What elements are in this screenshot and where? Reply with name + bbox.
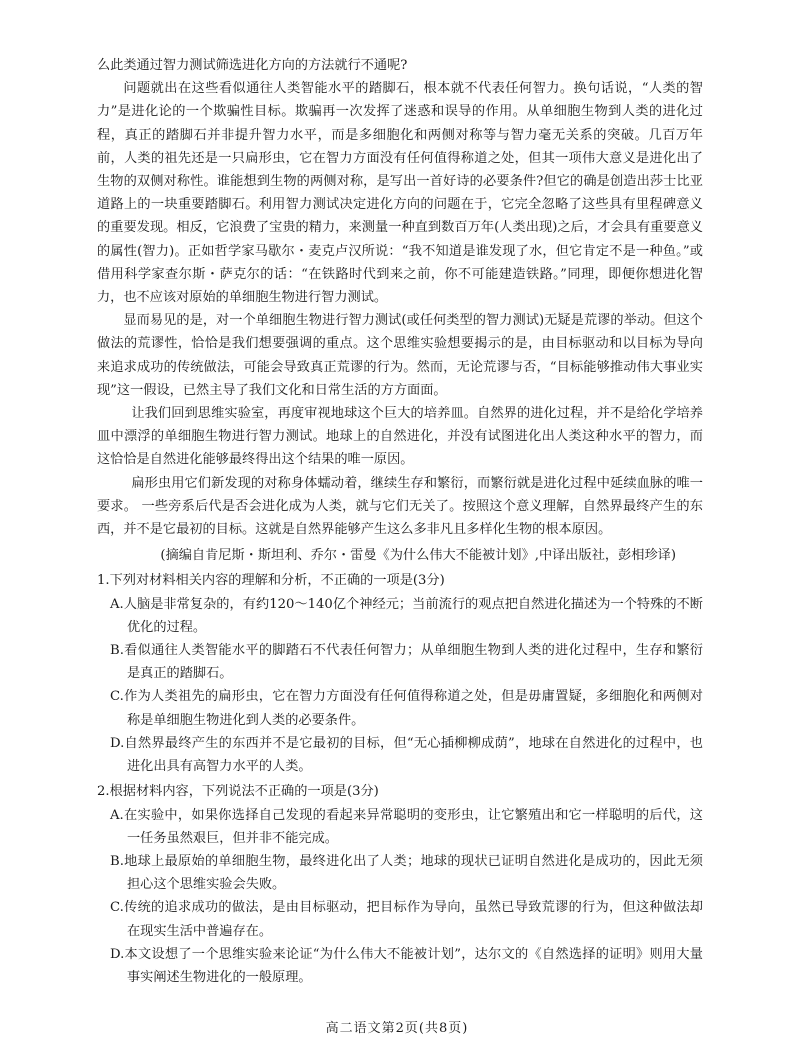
question-2-option-b: B.地球上最原始的单细胞生物，最终进化出了人类；地球的现状已证明自然进化是成功的，因此无须担心这个思维实验会失败。 bbox=[110, 853, 703, 893]
question-1-stem: 1.下列对材料相关内容的理解和分析，不正确的一项是(3分) bbox=[97, 573, 445, 589]
question-1-option-b: B.看似通往人类智能水平的脚踏石不代表任何智力；从单细胞生物到人类的进化过程中，生存和繁衍是真正的踏脚石。 bbox=[110, 643, 703, 682]
article-paragraph-3: 显而易见的是，对一个单细胞生物进行智力测试(或任何类型的智力测试)无疑是荒谬的举动。但这个做法的荒谬性，恰恰是我们想要强调的重点。这个思维实验想要揭示的是，由目标驱动和以目标为导向来追求成功的传统做法，可能会导致真正荒谬的行为。然而，无论荒谬与否，“目标能够推动伟大事业实现”这一假设，已然主导了我们文化和日常生活的方方面面。 bbox=[97, 313, 703, 398]
article-source-citation: (摘编自肯尼斯・斯坦利、乔尔・雷曼《为什么伟大不能被计划》,中译出版社，彭相珍译) bbox=[160, 548, 676, 564]
question-2-option-a: A.在实验中，如果你选择自己发现的看起来异常聪明的变形虫，让它繁殖出和它一样聪明的后代，这一任务虽然艰巨，但并非不能完成。 bbox=[110, 807, 703, 846]
article-paragraph-4: 让我们回到思维实验室，再度审视地球这个巨大的培养皿。自然界的进化过程，并不是给化学培养皿中漂浮的单细胞生物进行智力测试。地球上的自然进化，并没有试图进化出人类这种水平的智力，而这恰恰是自然进化能够最终得出这个结果的唯一原因。 bbox=[97, 406, 703, 468]
question-1-option-d: D.自然界最终产生的东西并不是它最初的目标，但“无心插柳柳成荫”，地球在自然进化的过程中，也进化出具有高智力水平的人类。 bbox=[110, 735, 703, 775]
article-paragraph-2: 问题就出在这些看似通往人类智能水平的踏脚石，根本就不代表任何智力。换句话说，“人类的智力”是进化论的一个欺骗性目标。欺骗再一次发挥了迷惑和误导的作用。从单细胞生物到人类的进化过程，真正的踏脚石并非提升智力水平，而是多细胞化和两侧对称等与智力毫无关系的突破。几百万年前，人类的祖先还是一只扁形虫，它在智力方面没有任何值得称道之处，但其一项伟大意义是进化出了生物的双侧对称性。谁能想到生物的两侧对称，是写出一首好诗的必要条件?但它的确是创造出莎士比亚道路上的一块重要踏脚石。利用智力测试决定进化方向的问题在于，它完全忽略了这些具有里程碑意义的重要发现。相反，它浪费了宝贵的精力，来测量一种直到数百万年(人类出现)之后，才会具有重要意义的属性(智力)。正如哲学家马歇尔・麦克卢汉所说：“我不知道是谁发现了水，但它肯定不是一种鱼。”或借用科学家查尔斯・萨克尔的话：“在铁路时代到来之前，你不可能建造铁路。”同理，即便你想进化智力，也不应该对原始的单细胞生物进行智力测试。 bbox=[97, 81, 703, 306]
question-2-option-d: D.本文设想了一个思维实验来论证“为什么伟大不能被计划”，达尔文的《自然选择的证明》则用大量事实阐述生物进化的一般原理。 bbox=[110, 946, 703, 985]
question-1-option-a: A.人脑是非常复杂的，有约120～140亿个神经元；当前流行的观点把自然进化描述为一个特殊的不断优化的过程。 bbox=[110, 596, 703, 635]
exam-page-body bbox=[97, 54, 703, 989]
article-paragraph-1: 么此类通过智力测试筛选进化方向的方法就行不通呢? bbox=[97, 58, 408, 73]
page-footer: 高二语文第2页(共8页) bbox=[325, 1021, 469, 1036]
question-2-option-c: C.传统的追求成功的做法，是由目标驱动，把目标作为导向，虽然已导致荒谬的行为，但这种做法却在现实生活中普遍存在。 bbox=[110, 900, 703, 939]
question-2 bbox=[97, 780, 703, 989]
question-1-option-c: C.作为人类祖先的扁形虫，它在智力方面没有任何值得称道之处，但是毋庸置疑，多细胞化和两侧对称是单细胞生物进化到人类的必要条件。 bbox=[110, 689, 703, 728]
question-1 bbox=[97, 569, 703, 778]
article-paragraph-5: 扁形虫用它们新发现的对称身体蠕动着，继续生存和繁衍，而繁衍就是进化过程中延续血脉的唯一要求。 一些旁系后代是否会进化成为人类，就与它们无关了。按照这个意义理解，自然界最终产生的东西，并不是它最初的目标。这就是自然界能够产生这么多非凡且多样化生物的根本原因。 bbox=[97, 475, 703, 538]
question-2-stem: 2.根据材料内容，下列说法不正确的一项是(3分) bbox=[97, 784, 379, 800]
